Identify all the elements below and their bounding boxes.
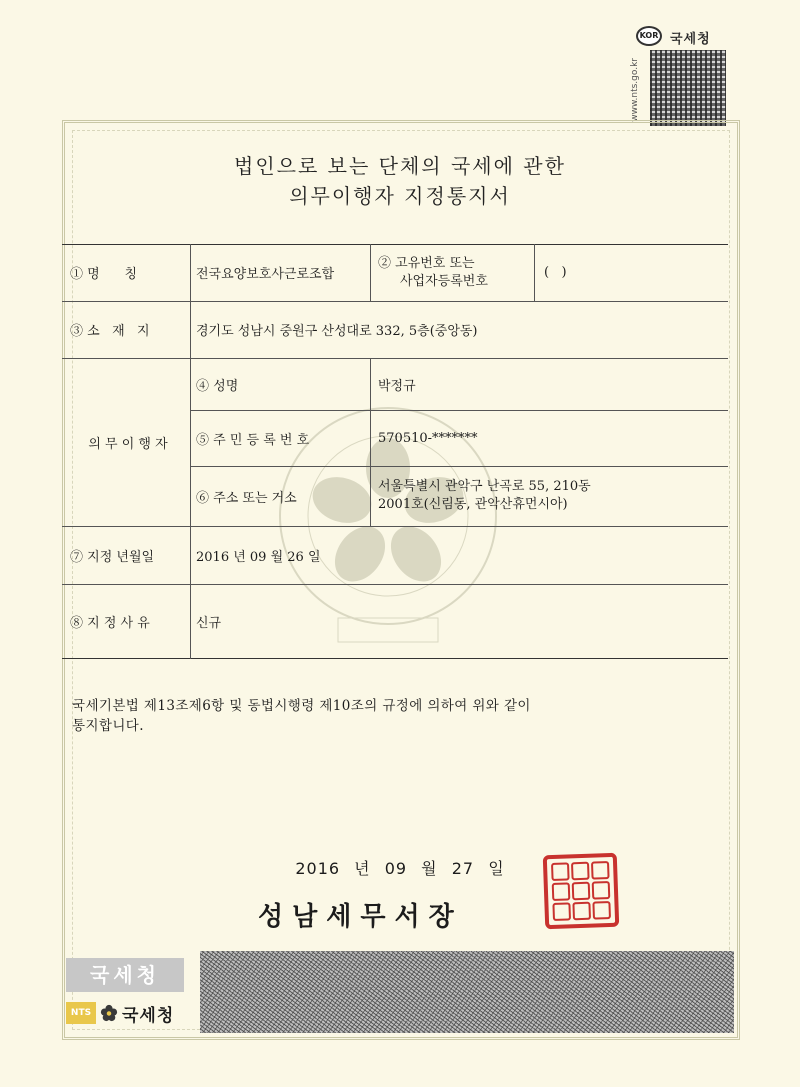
agency-logo [66, 996, 184, 1030]
column-divider [190, 244, 191, 659]
designation-date-value: 2016 년 09 월 26 일 [196, 549, 321, 565]
name-value: 전국요양보호사근로조합 [196, 267, 335, 282]
residence-value-line2: 2001호(신림동, 관악산휴먼시아) [378, 497, 568, 512]
column-divider [534, 244, 535, 301]
designation-reason-value: 신규 [196, 616, 222, 631]
kor-badge: KOR [636, 26, 662, 46]
issuing-office: 성남세무서장 [258, 902, 463, 932]
document-title-line1: 법인으로 보는 단체의 국세에 관한 [234, 154, 566, 178]
nts-badge: NTS [66, 1002, 96, 1024]
designation-date-label: ⑦ 지정 년월일 [70, 549, 155, 565]
agency-label: 국세청 [670, 32, 711, 47]
id-label [378, 244, 530, 301]
residence-value-line1: 서울특별시 관악구 난곡로 55, 210동 [378, 479, 591, 494]
agency-gray-logo: 국세청 [66, 958, 184, 992]
id-label-line2: 사업자등록번호 [400, 273, 488, 289]
obligor-label: 의 무 이 행 자 [88, 436, 168, 452]
address-value: 경기도 성남시 중원구 산성대로 332, 5층(중앙동) [196, 324, 478, 339]
resident-no-label: ⑤ 주 민 등 록 번 호 [196, 432, 310, 448]
document-title-line2: 의무이행자 지정통지서 [289, 184, 511, 208]
obligor-name-value: 박정규 [378, 378, 416, 394]
column-divider [370, 358, 371, 526]
flower-icon [100, 1004, 118, 1022]
statement-line2: 통지합니다. [72, 718, 144, 734]
id-value: ( ) [544, 265, 567, 280]
issue-year-unit: 년 [354, 859, 371, 878]
address-label: ③ 소 재 지 [70, 324, 150, 339]
residence-value [378, 466, 724, 526]
issue-year: 2016 [295, 859, 341, 878]
security-barcode [200, 951, 734, 1033]
column-divider [370, 244, 371, 301]
id-label-line1: ② 고유번호 또는 [378, 255, 475, 271]
designation-reason-label: ⑧ 지 정 사 유 [70, 616, 150, 631]
resident-no-value: 570510-******* [378, 430, 478, 446]
issue-month: 09 [384, 859, 408, 878]
qr-block [630, 28, 728, 124]
qr-code-icon [650, 50, 726, 126]
name-label: ① 명 칭 [70, 267, 138, 282]
statement [72, 696, 672, 736]
issue-day-unit: 일 [488, 859, 505, 878]
residence-label: ⑥ 주소 또는 거소 [196, 490, 297, 506]
url-text: www.nts.go.kr [630, 58, 640, 122]
issue-month-unit: 월 [421, 859, 438, 878]
issue-date [0, 856, 800, 879]
issue-day: 27 [451, 859, 475, 878]
official-seal-stamp [543, 853, 620, 930]
obligor-name-label: ④ 성명 [196, 378, 239, 394]
statement-line1: 국세기본법 제13조제6항 및 동법시행령 제10조의 규정에 의하여 위와 같이 [72, 698, 531, 714]
agency-logo-name: 국세청 [122, 1005, 175, 1026]
